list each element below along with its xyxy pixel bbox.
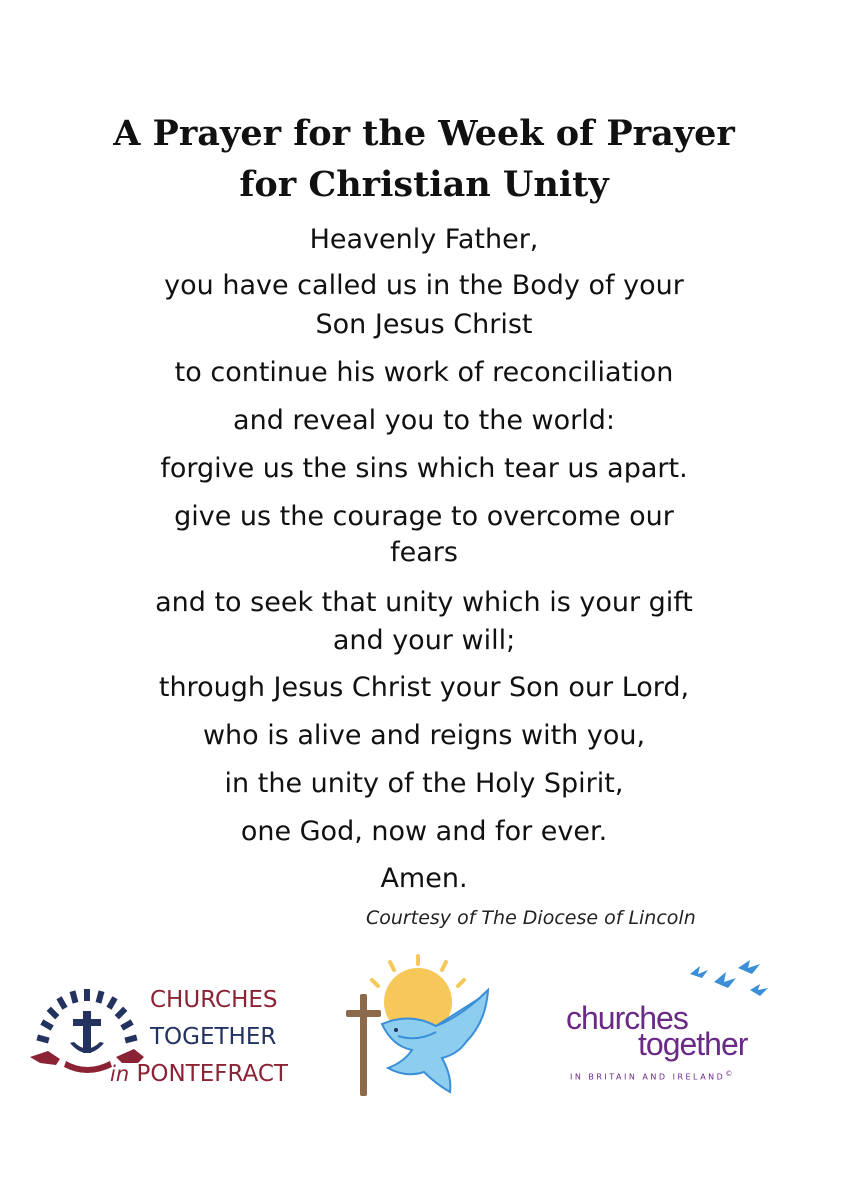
pontefract-logo-town: PONTEFRACT	[136, 1061, 288, 1087]
pontefract-logo-line-3	[110, 1061, 288, 1087]
prayer-line: through Jesus Christ your Son our Lord,	[158, 672, 690, 703]
churches-together-britain-ireland-logo	[560, 960, 770, 1085]
prayer-line: who is alive and reigns with you,	[202, 720, 646, 751]
dove-icon	[340, 950, 500, 1110]
prayer-line: you have called us in the Body of your	[164, 270, 684, 301]
copyright-mark: ©	[725, 1070, 733, 1078]
dove-sun-cross-emblem	[340, 950, 500, 1110]
prayer-line: give us the courage to overcome our	[174, 501, 674, 532]
prayer-line-amen: Amen.	[380, 863, 468, 894]
page-title	[0, 108, 848, 210]
prayer-line: Son Jesus Christ	[315, 309, 533, 340]
prayer-line: fears	[390, 537, 458, 568]
title-line-1: A Prayer for the Week of Prayer	[113, 113, 735, 154]
pontefract-logo-line-2: TOGETHER	[150, 1024, 277, 1050]
prayer-line: to continue his work of reconciliation	[174, 357, 674, 388]
prayer-line: and to seek that unity which is your gift	[155, 587, 693, 618]
pontefract-logo-in: in	[110, 1062, 130, 1086]
prayer-line: Heavenly Father,	[309, 224, 539, 255]
prayer-line: in the unity of the Holy Spirit,	[224, 768, 624, 799]
ctbi-logo-line-2: together	[638, 1026, 748, 1062]
prayer-line: and reveal you to the world:	[233, 405, 615, 436]
birds-icon	[680, 960, 770, 1000]
cross-icon	[346, 994, 381, 1096]
prayer-line: forgive us the sins which tear us apart.	[160, 453, 688, 484]
courtesy-credit: Courtesy of The Diocese of Lincoln	[366, 907, 696, 929]
pontefract-logo-line-1: CHURCHES	[150, 987, 278, 1013]
ctbi-logo-line-1: churches	[566, 1000, 688, 1036]
prayer-line: and your will;	[332, 625, 516, 656]
churches-together-pontefract-logo	[26, 975, 316, 1090]
ctbi-logo-tagline: IN BRITAIN AND IRELAND	[570, 1072, 726, 1082]
prayer-line: one God, now and for ever.	[240, 816, 608, 847]
title-line-2: for Christian Unity	[239, 164, 609, 205]
ctbi-logo-line-3	[570, 1070, 732, 1082]
